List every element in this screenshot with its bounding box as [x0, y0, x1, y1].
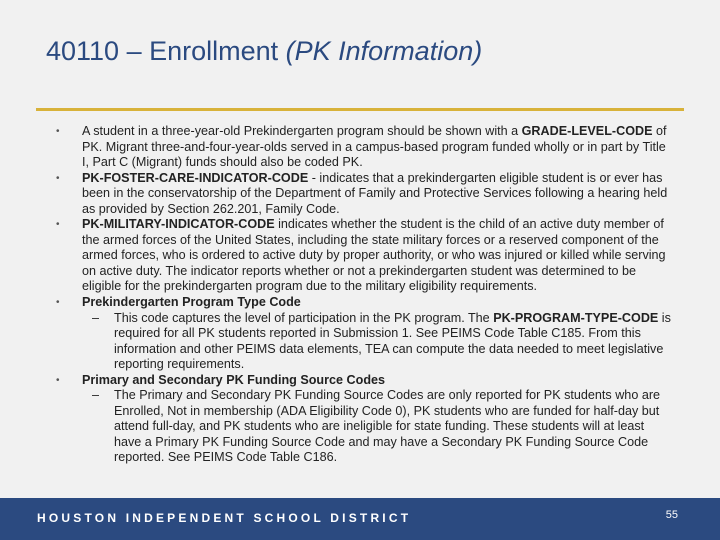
bullet-item: [54, 295, 674, 311]
bullet-item: [54, 171, 674, 218]
bullet-list: [54, 124, 674, 466]
footer-bar: [0, 498, 720, 540]
bullet-text: PK-MILITARY-INDICATOR-CODE: [82, 217, 275, 232]
bullet-text: PK-FOSTER-CARE-INDICATOR-CODE: [82, 170, 309, 185]
bullet-text: A student in a three-year-old Prekindergarten program should be shown with a: [82, 124, 522, 138]
sub-bullet-text: The Primary and Secondary PK Funding Source Codes are only reported for PK students who are Enrolled, Not in membership (ADA Eligibility Code 0), PK students who are funded for half-day but attend full-day, and PK students who are ineligible for state funding. These students will at least have a Primary PK Funding Source Code and may have a Secondary PK Funding Source Code reported. See PEIMS Code Table C186.: [114, 388, 661, 465]
dash-icon: –: [92, 388, 100, 403]
bullet-text: Primary and Secondary PK Funding Source Codes: [82, 372, 386, 387]
bullet-text: GRADE-LEVEL-CODE: [521, 124, 653, 138]
bullet-icon: •: [56, 297, 60, 309]
bullet-icon: •: [56, 219, 60, 231]
title-main: 40110 – Enrollment: [46, 36, 286, 66]
bullet-text: indicates whether the student is the child of an active duty member of the armed forces of the United States, including the state military forces or a reserved component of the armed forces, who is ordered to active duty by proper authority, or who was injured or killed while serving on active duty. The indicator reports whether or not a prekindergarten student was determined to be eligible for the prekindergarten program due to the military eligibility requirements.: [82, 217, 666, 294]
title-divider: [36, 108, 684, 111]
bullet-item: [54, 217, 674, 295]
sub-bullet-item: [54, 311, 674, 373]
bullet-text: Prekindergarten Program Type Code: [82, 295, 301, 310]
sub-bullet-text: is required for all PK students reported in Submission 1. See PEIMS Code Table C185. From this information and other PEIMS data elements, TEA can compute the data needed to meet legislative reporting requirements.: [114, 310, 671, 372]
bullet-text: of PK. Migrant three-and-four-year-olds served in a campus-based program funded wholly or in part by Title I, Part C (Migrant) funds should also be coded PK.: [82, 124, 667, 170]
sub-bullet-text: PK-PROGRAM-TYPE-CODE: [493, 310, 659, 325]
bullet-text: - indicates that a prekindergarten eligible student is or ever has been in the conservatorship of the Department of Family and Protective Services following a hearing held as provided by Section 262.201, Family Code.: [82, 170, 668, 216]
footer-organization: HOUSTON INDEPENDENT SCHOOL DISTRICT: [37, 511, 412, 525]
bullet-item: [54, 124, 674, 171]
bullet-icon: •: [56, 374, 60, 386]
dash-icon: –: [92, 310, 100, 325]
sub-bullet-text: This code captures the level of participation in the PK program. The: [114, 310, 494, 325]
bullet-icon: •: [56, 126, 60, 137]
title-italic: (PK Information): [285, 36, 483, 66]
bullet-item: [54, 373, 674, 389]
slide-title: [46, 36, 482, 67]
sub-bullet-item: [54, 388, 674, 466]
page-number: 55: [665, 509, 678, 521]
bullet-icon: •: [56, 172, 60, 184]
